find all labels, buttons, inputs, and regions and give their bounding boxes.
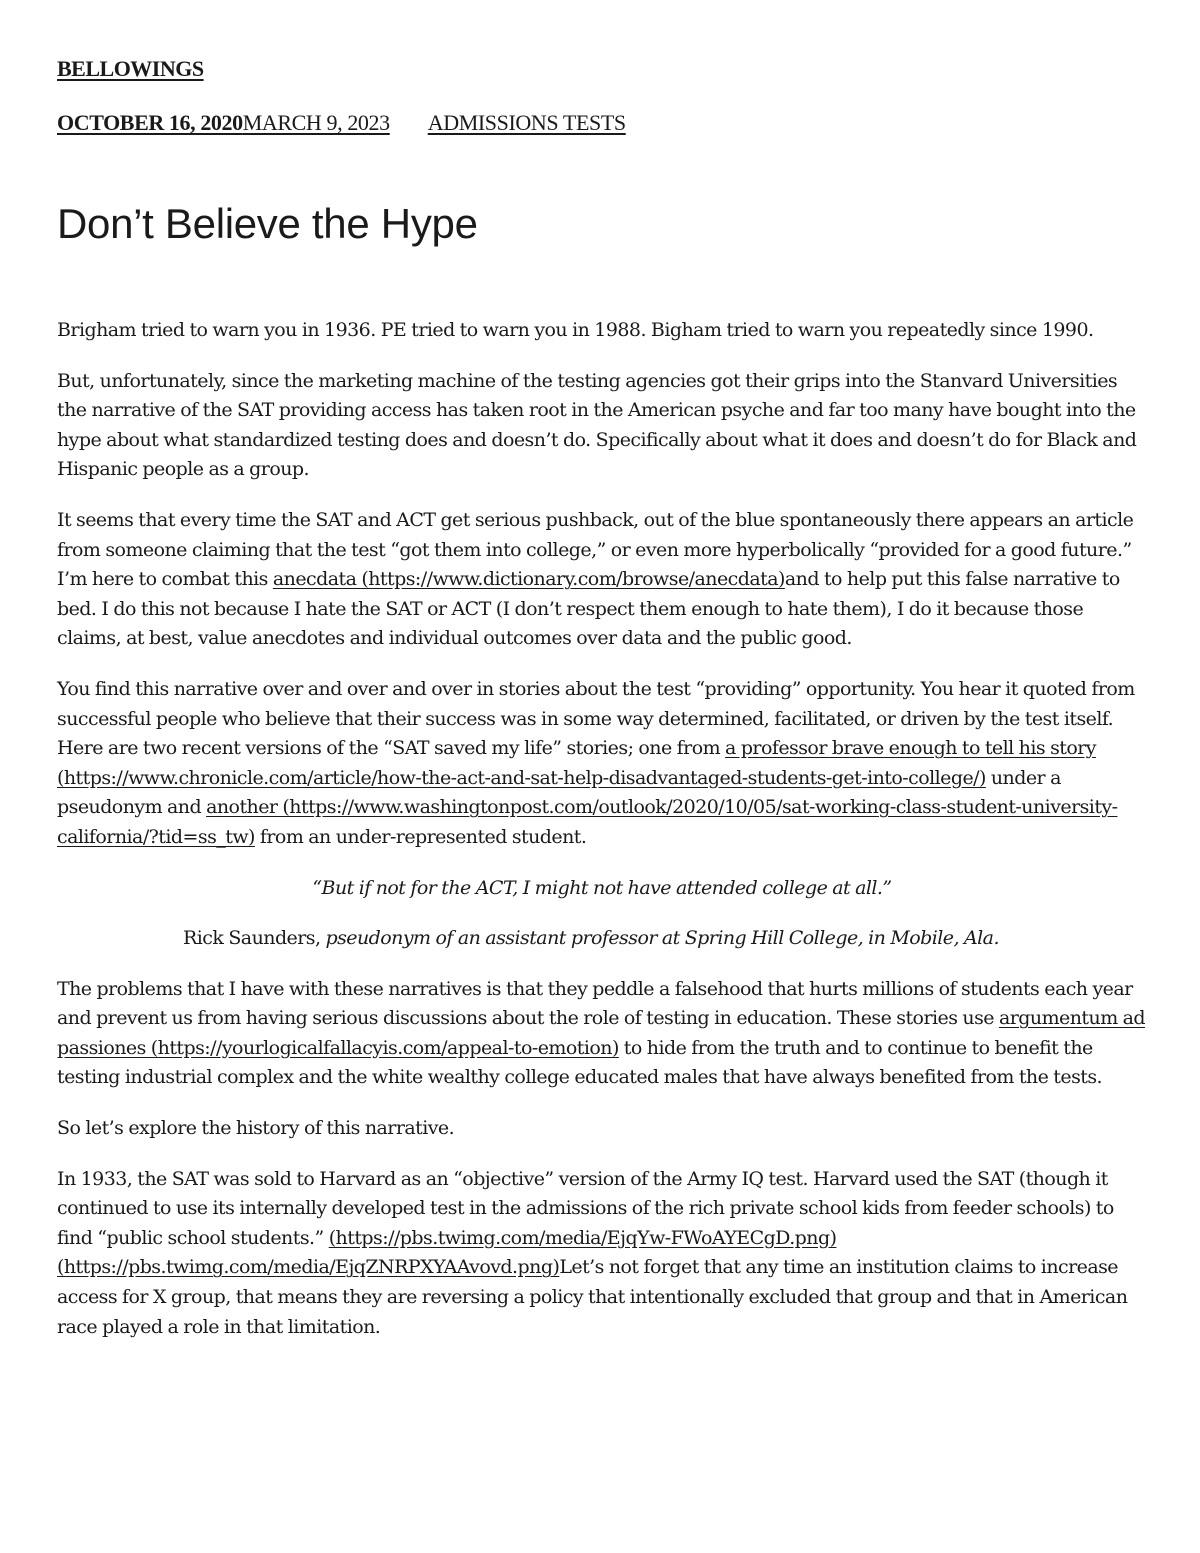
pull-quote: “But if not for the ACT, I might not have attended college at all.” xyxy=(312,876,892,899)
post-meta xyxy=(57,110,626,136)
paragraph-7-text-a: In 1933, the SAT was sold to Harvard as an “objective” version of the Army IQ test. Harvard used the SAT (though it continued to use its internally developed test in the admissions of the rich private school kids from feeder schools) to find “public school students.” xyxy=(57,1167,1114,1249)
site-title-link[interactable]: BELLOWINGS xyxy=(57,56,204,81)
category-link[interactable]: ADMISSIONS TESTS xyxy=(427,110,626,135)
citation-description: pseudonym of an assistant professor at Spring Hill College, in Mobile, Ala. xyxy=(325,927,999,950)
paragraph-6: So let’s explore the history of this narrative. xyxy=(57,1117,455,1140)
paragraph-4-text-b: under a pseudonym and xyxy=(57,766,1061,819)
washington-post-article-link[interactable]: another (https://www.washingtonpost.com/outlook/2020/10/05/sat-working-class-student-university-california/?tid=ss_tw) xyxy=(57,796,1118,848)
anecdata-link[interactable]: anecdata (https://www.dictionary.com/browse/anecdata) xyxy=(272,568,785,591)
quote-citation xyxy=(57,924,1147,954)
post-title: Don’t Believe the Hype xyxy=(57,200,478,247)
twimg-image-link-1[interactable]: (https://pbs.twimg.com/media/EjqYw-FWoAYECgD.png) xyxy=(328,1226,837,1249)
updated-date: MARCH 9, 2023 xyxy=(242,110,390,135)
published-date: OCTOBER 16, 2020 xyxy=(57,110,243,135)
paragraph-2: But, unfortunately, since the marketing machine of the testing agencies got their grips into the Stanvard Universities the narrative of the SAT providing access has taken root in the American psyche and far too many have bought into the hype about what standardized testing does and doesn’t do. Specifically about what it does and doesn’t do for Black and Hispanic people as a group. xyxy=(57,369,1137,481)
paragraph-3-text-a: It seems that every time the SAT and ACT get serious pushback, out of the blue spontaneously there appears an article from someone claiming that the test “got them into college,” or even more hyperbolically “provided for a good future.” I’m here to combat this xyxy=(57,508,1134,591)
paragraph-7 xyxy=(57,1165,1147,1343)
paragraph-3 xyxy=(57,506,1147,654)
post-date-link[interactable] xyxy=(57,110,390,135)
paragraph-5 xyxy=(57,975,1147,1093)
paragraph-4-text-c: from an under-represented student. xyxy=(254,825,587,848)
chronicle-article-link[interactable]: a professor brave enough to tell his story (https://www.chronicle.com/article/how-the-act-and-sat-help-disadvantaged-students-get-into-college/) xyxy=(57,737,1096,789)
paragraph-5-text-b: to hide from the truth and to continue to benefit the testing industrial complex and the white wealthy college educated males that have always benefited from the tests. xyxy=(57,1036,1103,1089)
citation-name: Rick Saunders, xyxy=(183,927,326,950)
paragraph-1: Brigham tried to warn you in 1936. PE tried to warn you in 1988. Bigham tried to warn you repeatedly since 1990. xyxy=(57,319,1094,341)
paragraph-3-text-b: and to help put this false narrative to bed. I do this not because I hate the SAT or ACT (I don’t respect them enough to hate them), I do it because those claims, at best, value anecdotes and individual outcomes over data and the public good. xyxy=(57,568,1120,650)
paragraph-7-text-b: Let’s not forget that any time an institution claims to increase access for X group, that means they are reversing a policy that intentionally excluded that group and that in American race played a role in that limitation. xyxy=(57,1256,1128,1338)
paragraph-5-text-a: The problems that I have with these narratives is that they peddle a falsehood that hurts millions of students each year and prevent us from having serious discussions about the role of testing in education. These stories use xyxy=(57,977,1133,1030)
twimg-image-link-2[interactable]: (https://pbs.twimg.com/media/EjqZNRPXYAAvovd.png) xyxy=(57,1256,560,1279)
appeal-to-emotion-link[interactable]: argumentum ad passiones (https://yourlogicalfallacyis.com/appeal-to-emotion) xyxy=(57,1007,1146,1059)
post-content xyxy=(57,316,1147,1363)
paragraph-4 xyxy=(57,675,1147,853)
paragraph-4-text-a: You find this narrative over and over and over in stories about the test “providing” opportunity. You hear it quoted from successful people who believe that their success was in some way determined, facilitated, or driven by the test itself. Here are two recent versions of the “SAT saved my life” stories; one from xyxy=(57,677,1135,760)
